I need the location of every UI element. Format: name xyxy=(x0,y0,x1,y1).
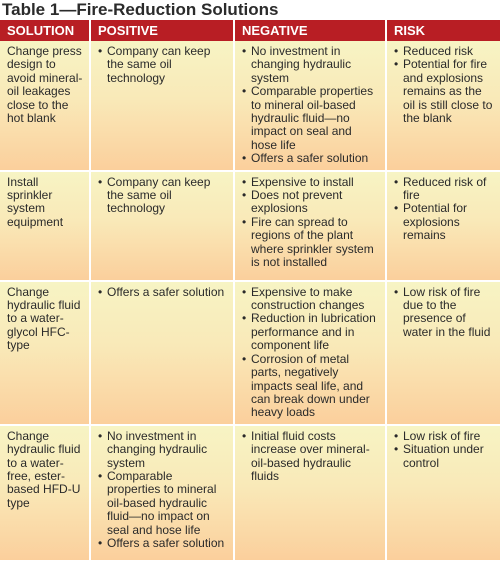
header-risk: RISK xyxy=(386,20,500,41)
solution-cell: Change hydraulic fluid to a water-glycol HFC-type xyxy=(0,281,90,425)
negative-cell xyxy=(234,171,386,281)
solution-cell: Change press design to avoid mineral-oil leakages close to the hot blank xyxy=(0,41,90,171)
header-negative: NEGATIVE xyxy=(234,20,386,41)
list-item: • Company can keep the same oil technology xyxy=(98,45,229,85)
list-item: • Offers a safer solution xyxy=(98,286,229,299)
list-item: • Offers a safer solution xyxy=(242,152,381,165)
table-title: Table 1—Fire-Reduction Solutions xyxy=(2,0,279,19)
list-item: • Reduced risk xyxy=(394,45,496,58)
list-item: • Initial fluid costs increase over mineral-oil-based hydraulic fluids xyxy=(242,430,381,484)
list-item: • Does not prevent explosions xyxy=(242,189,381,216)
risk-cell xyxy=(386,41,500,171)
list-item: • No investment in changing hydraulic system xyxy=(98,430,229,470)
negative-cell xyxy=(234,41,386,171)
positive-cell xyxy=(90,281,234,425)
list-item: • Expensive to install xyxy=(242,176,381,189)
negative-cell xyxy=(234,281,386,425)
positive-cell xyxy=(90,425,234,561)
list-item: • Comparable properties to mineral oil-based hydraulic fluid—no impact on seal and hose life xyxy=(242,85,381,152)
header-positive: POSITIVE xyxy=(90,20,234,41)
table-row xyxy=(0,425,500,561)
risk-cell xyxy=(386,425,500,561)
table-row xyxy=(0,41,500,171)
positive-cell xyxy=(90,171,234,281)
list-item: • No investment in changing hydraulic system xyxy=(242,45,381,85)
header-solution: SOLUTION xyxy=(0,20,90,41)
list-item: • Potential for fire and explosions remains as the oil is still close to the blank xyxy=(394,58,496,125)
list-item: • Low risk of fire due to the presence of water in the fluid xyxy=(394,286,496,340)
header-row xyxy=(0,20,500,41)
list-item: • Fire can spread to regions of the plant where sprinkler system is not installed xyxy=(242,216,381,270)
table-row xyxy=(0,171,500,281)
solution-cell: Install sprinkler system equipment xyxy=(0,171,90,281)
fire-reduction-table xyxy=(0,20,500,562)
list-item: • Situation under control xyxy=(394,443,496,470)
list-item: • Potential for explosions remains xyxy=(394,202,496,242)
table-row xyxy=(0,281,500,425)
list-item: • Low risk of fire xyxy=(394,430,496,443)
list-item: • Corrosion of metal parts, negatively impacts seal life, and can break down under heavy loads xyxy=(242,353,381,420)
list-item: • Reduction in lubrication performance and in component life xyxy=(242,312,381,352)
risk-cell xyxy=(386,171,500,281)
list-item: • Expensive to make construction changes xyxy=(242,286,381,313)
solution-cell: Change hydraulic fluid to a water-free, ester-based HFD-U type xyxy=(0,425,90,561)
list-item: • Offers a safer solution xyxy=(98,537,229,550)
risk-cell xyxy=(386,281,500,425)
list-item: • Comparable properties to mineral oil-based hydraulic fluid—no impact on seal and hose life xyxy=(98,470,229,537)
negative-cell xyxy=(234,425,386,561)
list-item: • Company can keep the same oil technology xyxy=(98,176,229,216)
list-item: • Reduced risk of fire xyxy=(394,176,496,203)
positive-cell xyxy=(90,41,234,171)
